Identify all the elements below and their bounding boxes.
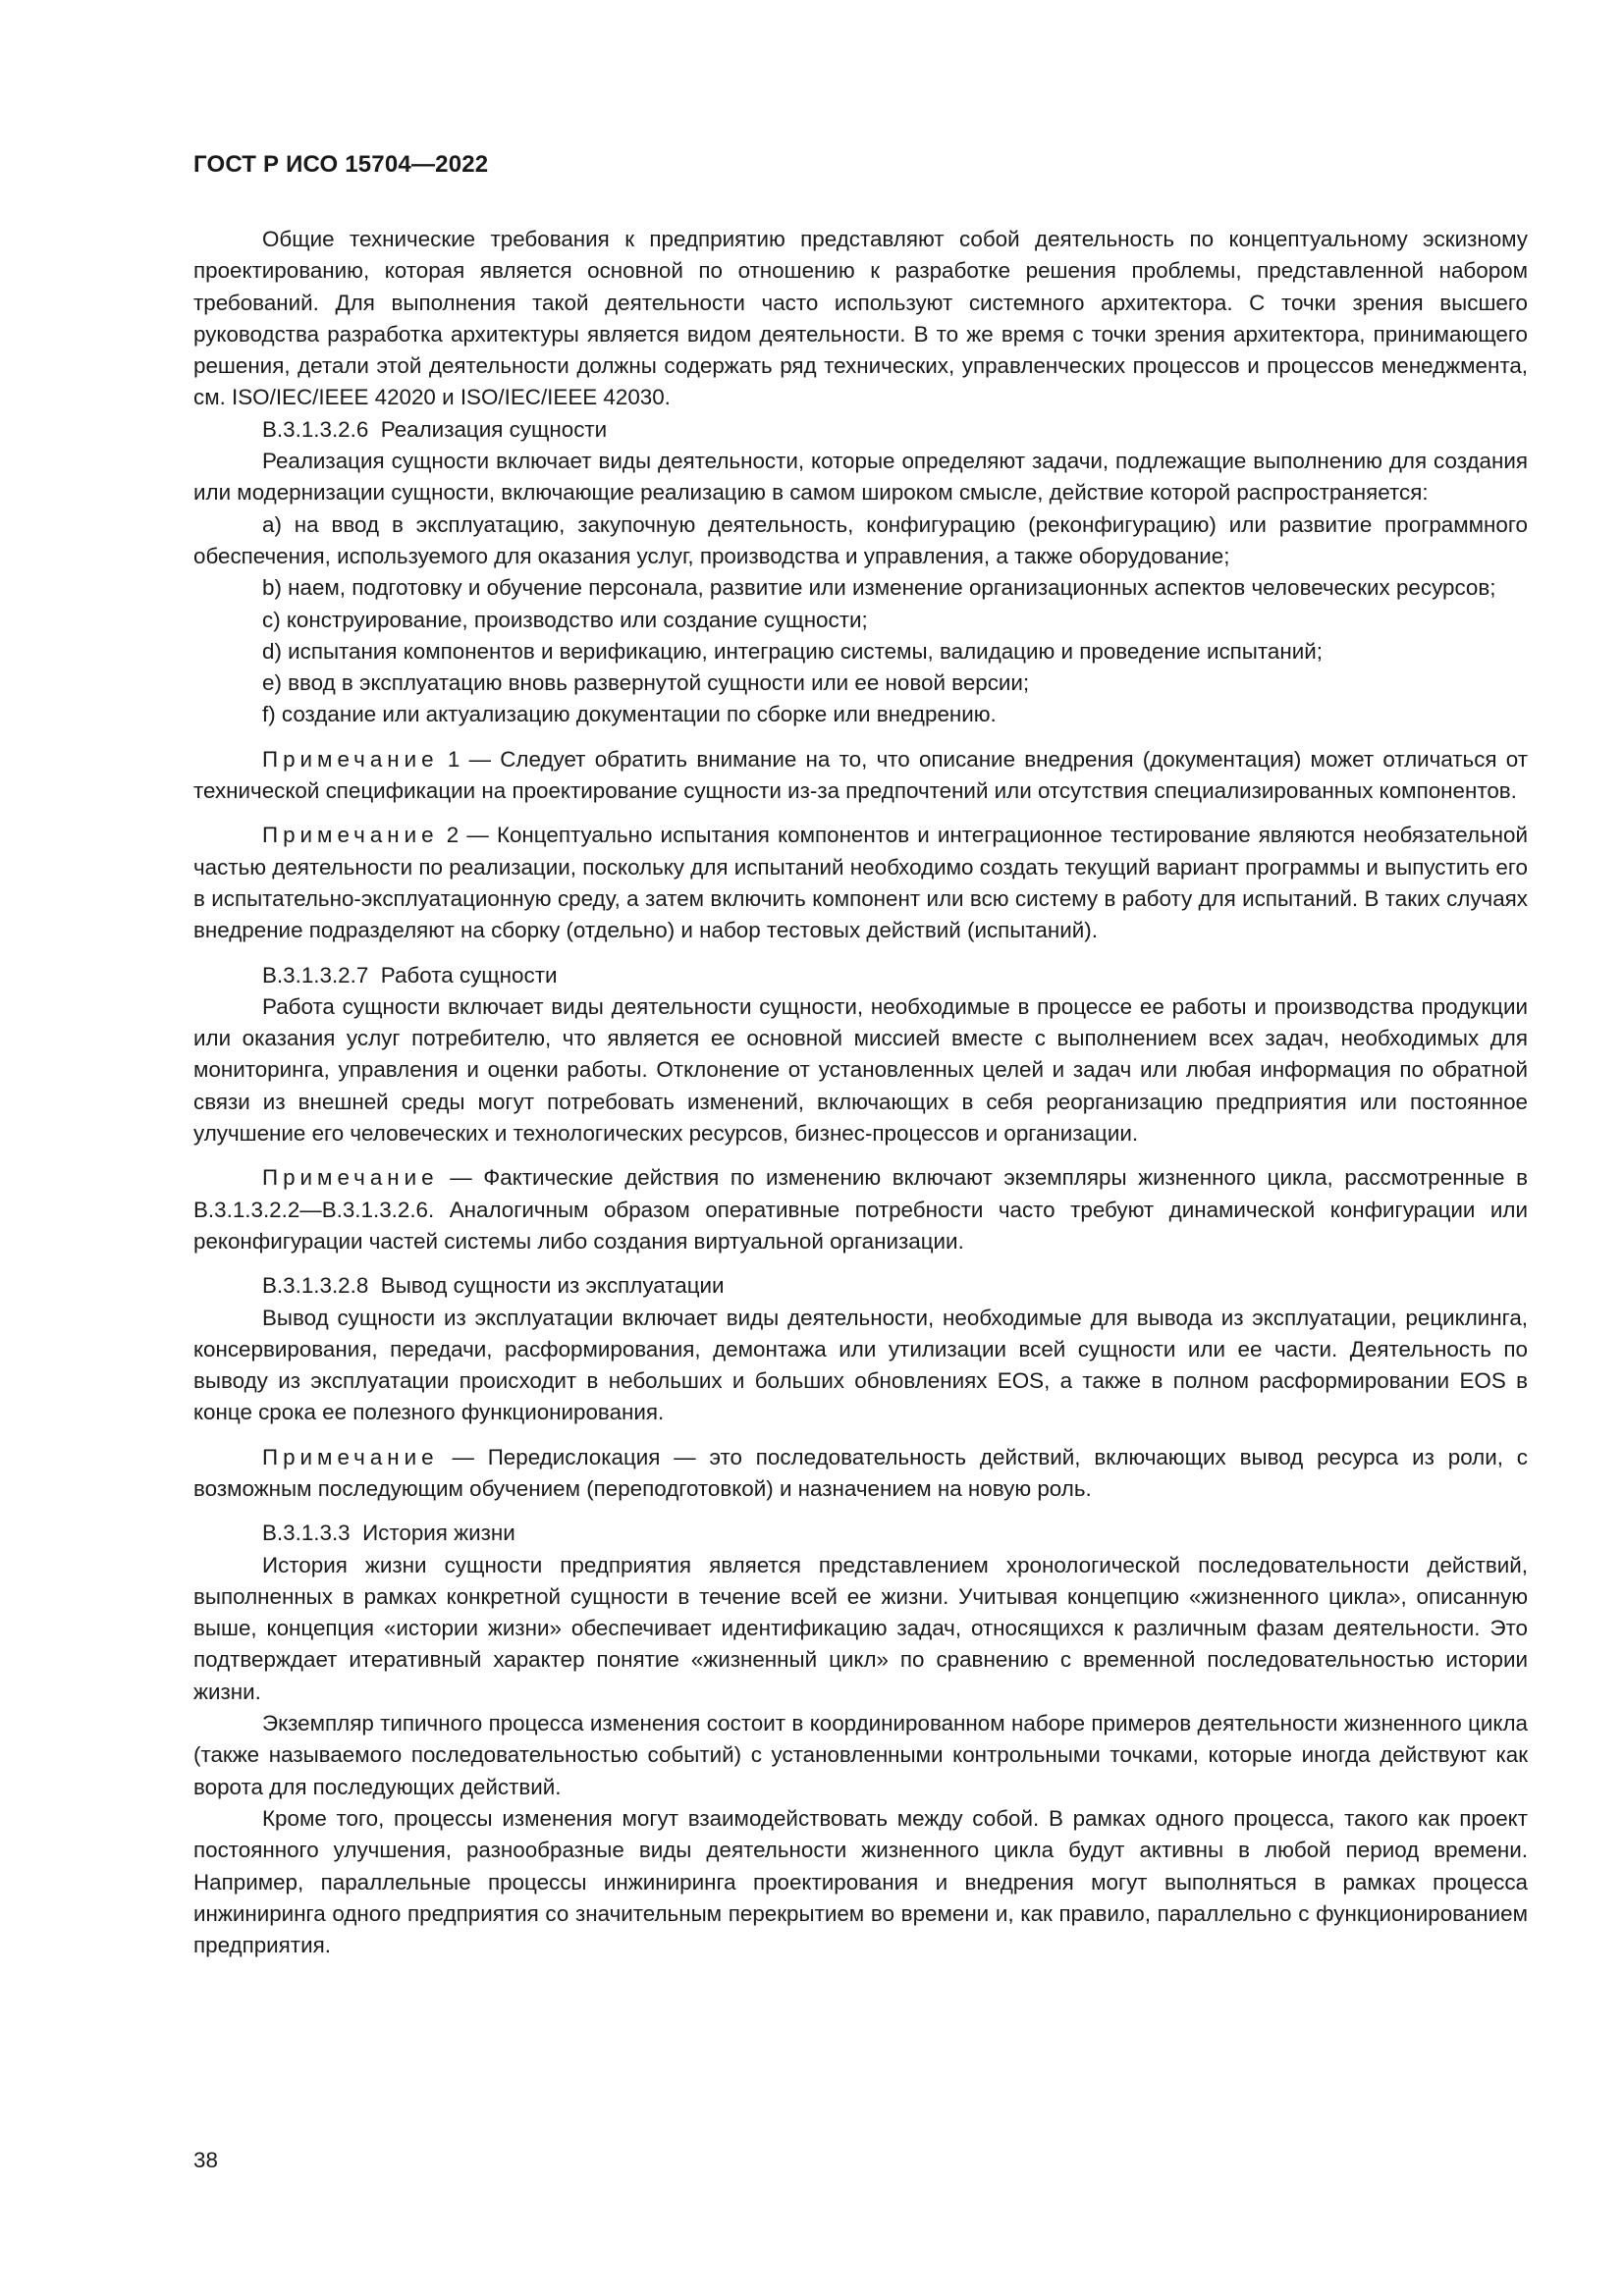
- note-label: Примечание: [262, 746, 439, 772]
- paragraph: Кроме того, процессы изменения могут взаимодействовать между собой. В рамках одного процесса, такого как проект постоянного улучшения, разнообразные виды деятельности жизненного цикла будут активны в любой период времени. Например, параллельные процессы инжиниринга проектирования и внедрения могут выполняться в рамках процесса инжиниринга одного предприятия со значительным перекрытием во времени и, как правило, параллельно с функционированием предприятия.: [193, 1805, 1528, 1958]
- list-item: b) наем, подготовку и обучение персонала, развитие или изменение организационных аспектов человеческих ресурсов;: [262, 575, 1496, 601]
- section-title: Работа сущности: [380, 962, 558, 988]
- paragraph: История жизни сущности предприятия является представлением хронологической последовательности действий, выполненных в рамках конкретной сущности в течение всей ее жизни. Учитывая концепцию «жизненного цикла», описанную выше, концепция «истории жизни» обеспечивает идентификацию задач, относящихся к различным фазам деятельности. Это подтверждает итеративный характер понятие «жизненный цикл» по сравнению с временной последовательностью истории жизни.: [193, 1552, 1528, 1704]
- standard-header: ГОСТ Р ИСО 15704—2022: [193, 151, 489, 178]
- paragraph: Вывод сущности из эксплуатации включает виды деятельности, необходимые для вывода из эксплуатации, рециклинга, консервирования, передачи, расформирования, демонтажа или утилизации всей сущности или ее части. Деятельность по выводу из эксплуатации происходит в небольших и больших обновлениях EOS, а также в полном расформировании EOS в конце срока ее полезного функционирования.: [193, 1305, 1528, 1425]
- section-title: Реализация сущности: [380, 416, 608, 442]
- paragraph: Экземпляр типичного процесса изменения состоит в координированном наборе примеров деятельности жизненного цикла (также называемого последовательностью событий) с установленными контрольными точками, которые иногда действуют как ворота для последующих действий.: [193, 1711, 1528, 1799]
- section-heading: [193, 960, 1528, 991]
- section-title: Вывод сущности из эксплуатации: [380, 1273, 725, 1299]
- note: [193, 744, 1528, 808]
- note: [193, 820, 1528, 946]
- document-body: [193, 224, 1528, 1961]
- list-item: f) создание или актуализацию документации по сборке или внедрению.: [262, 702, 997, 727]
- section-number: В.3.1.3.2.8: [262, 1273, 369, 1299]
- note-text: — Концептуально испытания компонентов и интеграционное тестирование являются необязательной частью деятельности по реализации, поскольку для испытаний необходимо создать текущий вариант программы и выпустить его в испытательно-эксплуатационную среду, а затем включить компонент или всю систему в работу для испытаний. В таких случаях внедрение подразделяют на сборку (отдельно) и набор тестовых действий (испытаний).: [193, 823, 1528, 943]
- note-label: Примечание: [262, 1165, 439, 1191]
- paragraph: Работа сущности включает виды деятельности сущности, необходимые в процессе ее работы и производства продукции или оказания услуг потребителю, что является ее основной миссией вместе с выполнением всех задач, необходимых для мониторинга, управления и оценки работы. Отклонение от установленных целей и задач или любая информация по обратной связи из внешней среды могут потребовать изменений, включающих в себя реорганизацию предприятия или постоянное улучшение его человеческих и технологических ресурсов, бизнес-процессов и организации.: [193, 993, 1528, 1147]
- list-item: е) ввод в эксплуатацию вновь развернутой сущности или ее новой версии;: [262, 670, 1030, 696]
- list-item: а) на ввод в эксплуатацию, закупочную деятельность, конфигурацию (реконфигурацию) или развитие программного обеспечения, используемого для оказания услуг, производства и управления, а также оборудование;: [193, 511, 1528, 568]
- section-number: В.3.1.3.3: [262, 1521, 351, 1546]
- note-number: 1: [447, 746, 460, 772]
- section-number: В.3.1.3.2.7: [262, 962, 369, 988]
- note-text: — Следует обратить внимание на то, что описание внедрения (документация) может отличаться от технической спецификации на проектирование сущности из-за предпочтений или отсутствия специализированных компонентов.: [193, 746, 1528, 804]
- section-number: В.3.1.3.2.6: [262, 416, 369, 442]
- note-text: — Фактические действия по изменению включают экземпляры жизненного цикла, рассмотренные в В.3.1.3.2.2—В.3.1.3.2.6. Аналогичным образом оперативные потребности часто требуют динамической конфигурации или реконфигурации частей системы либо создания виртуальной организации.: [193, 1165, 1528, 1254]
- list-item: d) испытания компонентов и верификацию, интеграцию системы, валидацию и проведение испытаний;: [262, 638, 1323, 664]
- note: [193, 1442, 1528, 1506]
- note-number: 2: [446, 823, 460, 848]
- list-item: с) конструирование, производство или создание сущности;: [262, 607, 868, 632]
- note-label: Примечание: [262, 823, 439, 848]
- section-heading: [193, 414, 1528, 446]
- section-title: История жизни: [362, 1521, 515, 1546]
- paragraph: Общие технические требования к предприятию представляют собой деятельность по концептуальному эскизному проектированию, которая является основной по отношению к разработке решения проблемы, представленной набором требований. Для выполнения такой деятельности часто используют системного архитектора. С точки зрения высшего руководства разработка архитектуры является видом деятельности. В то же время с точки зрения архитектора, принимающего решения, детали этой деятельности должны содержать ряд технических, управленческих процессов и процессов менеджмента, см. ISO/IEC/IEEE 42020 и ISO/IEC/IEEE 42030.: [193, 227, 1528, 410]
- section-heading: [193, 1270, 1528, 1302]
- page-number: 38: [193, 2148, 218, 2172]
- section-heading: [193, 1518, 1528, 1549]
- note: [193, 1162, 1528, 1257]
- note-label: Примечание: [262, 1444, 439, 1469]
- note-text: — Передислокация — это последовательность действий, включающих вывод ресурса из роли, с возможным последующим обучением (переподготовкой) и назначением на новую роль.: [193, 1444, 1528, 1501]
- paragraph: Реализация сущности включает виды деятельности, которые определяют задачи, подлежащие выполнению для создания или модернизации сущности, включающие реализацию в самом широком смысле, действие которой распространяется:: [193, 449, 1528, 506]
